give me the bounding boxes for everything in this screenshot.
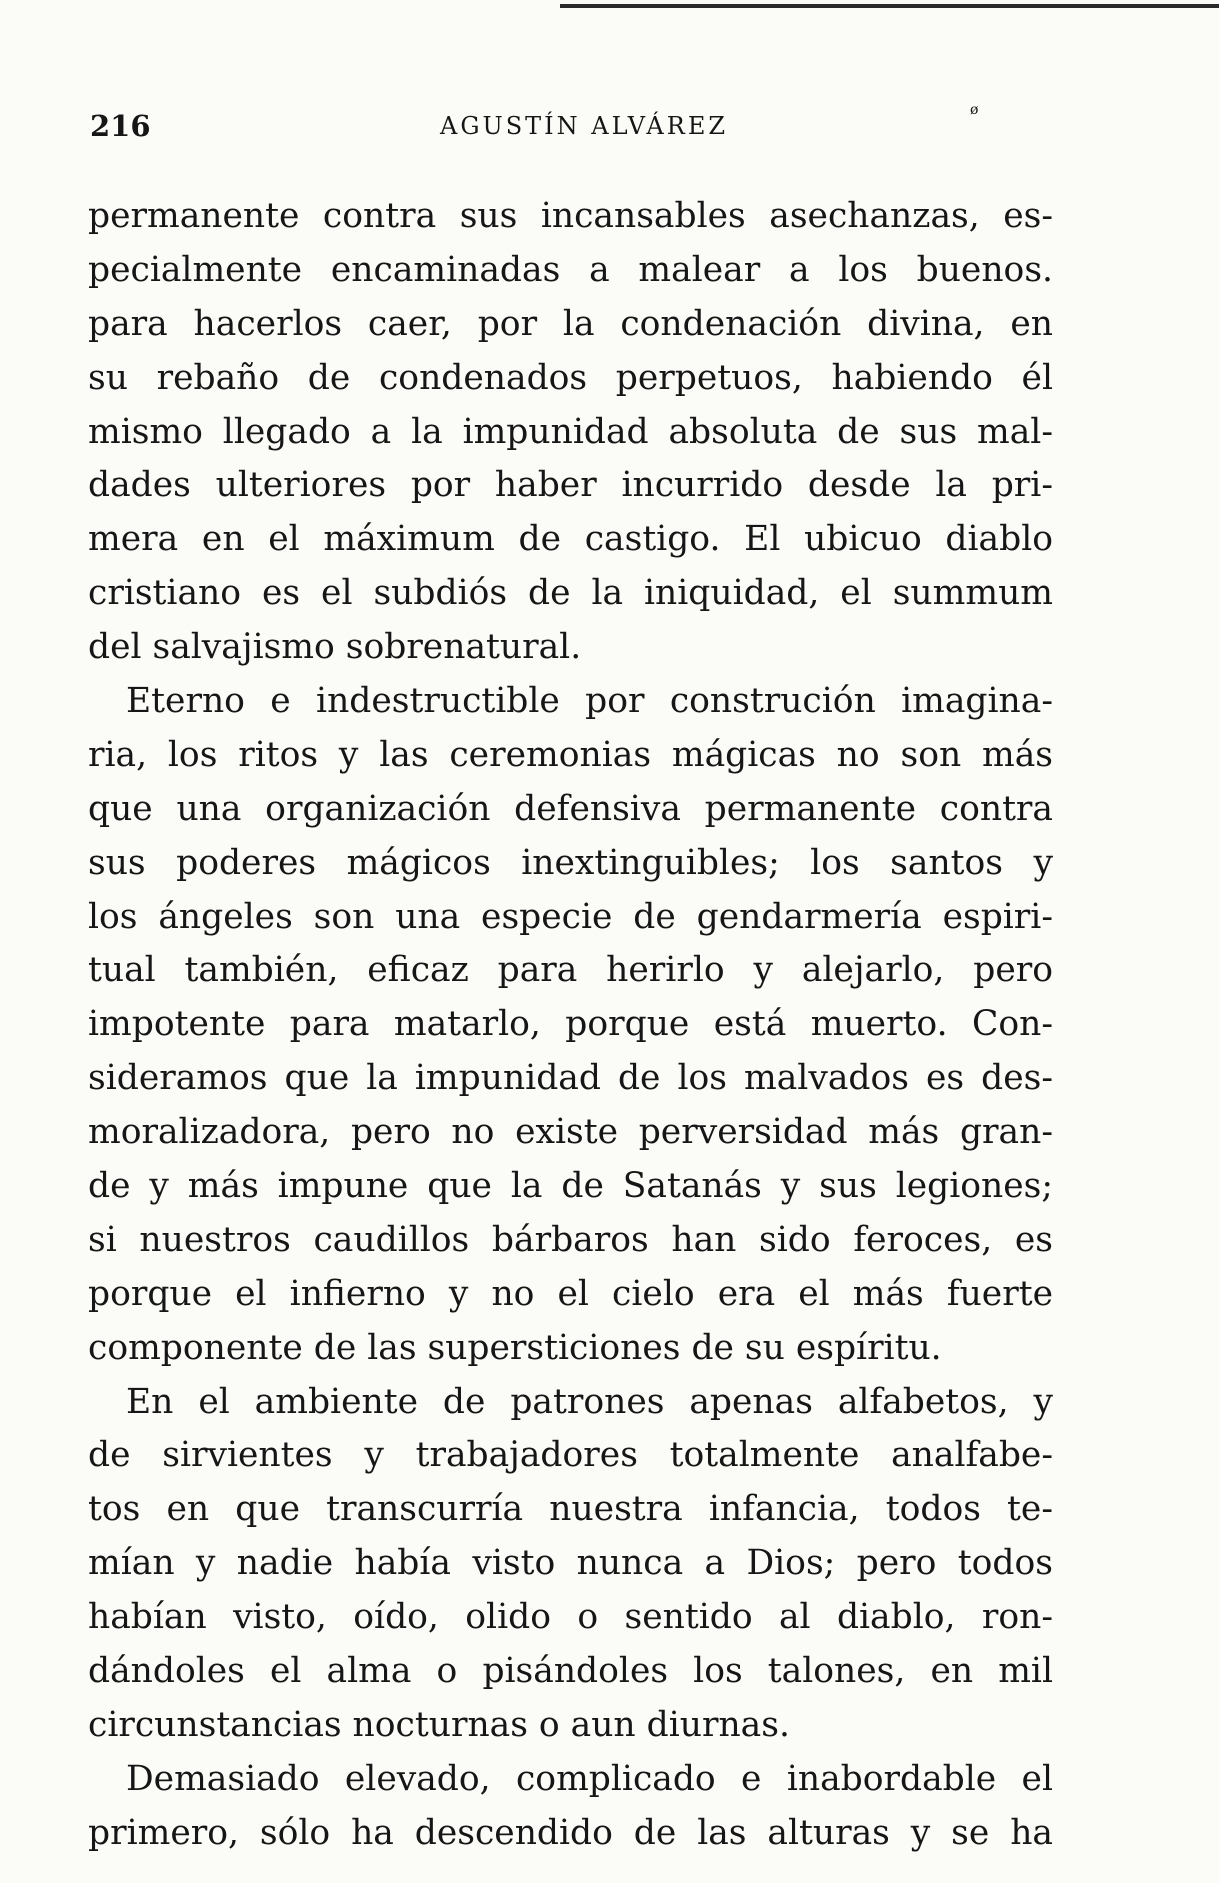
text-line: de y más impune que la de Satanás y sus legiones; (88, 1166, 1053, 1207)
body-text (88, 190, 1053, 1861)
text-line: porque el infierno y no el cielo era el más fuerte (88, 1273, 1053, 1314)
paragraph-start-line: Demasiado elevado, complicado e inabordable el (126, 1758, 1053, 1799)
text-line: componente de las supersticiones de su espíritu. (88, 1327, 942, 1368)
page-number: 216 (90, 109, 151, 143)
paragraph-start-line: Eterno e indestructible por construción imagina- (126, 681, 1053, 722)
text-line: para hacerlos caer, por la condenación divina, en (88, 303, 1053, 344)
text-line: tos en que transcurría nuestra infancia, todos te- (88, 1489, 1053, 1530)
text-line: dades ulteriores por haber incurrido desde la pri- (88, 465, 1053, 506)
text-line: si nuestros caudillos bárbaros han sido feroces, es (88, 1219, 1053, 1260)
text-line: sus poderes mágicos inextinguibles; los santos y (88, 842, 1053, 883)
text-line: de sirvientes y trabajadores totalmente analfabe- (88, 1435, 1053, 1476)
text-line: mismo llegado a la impunidad absoluta de sus mal- (88, 411, 1053, 452)
text-line: mera en el máximum de castigo. El ubicuo diablo (88, 519, 1053, 560)
top-edge-rule (560, 4, 1219, 8)
text-line: los ángeles son una especie de gendarmería espiri- (88, 896, 1053, 937)
text-line: dándoles el alma o pisándoles los talones, en mil (88, 1651, 1053, 1692)
text-line: sideramos que la impunidad de los malvados es des- (88, 1058, 1053, 1099)
text-line: moralizadora, pero no existe perversidad más gran- (88, 1112, 1053, 1153)
text-line: tual también, eficaz para herirlo y alejarlo, pero (88, 950, 1053, 991)
text-line: que una organización defensiva permanente contra (88, 788, 1053, 829)
text-line: ria, los ritos y las ceremonias mágicas no son más (88, 734, 1053, 775)
text-line: permanente contra sus incansables asechanzas, es- (88, 196, 1053, 236)
text-line: cristiano es el subdiós de la iniquidad, el summum (88, 573, 1053, 614)
text-line: del salvajismo sobrenatural. (88, 627, 582, 668)
page-header (90, 102, 1050, 144)
text-line: circunstancias nocturnas o aun diurnas. (88, 1704, 790, 1745)
text-line: primero, sólo ha descendido de las alturas y se ha (88, 1812, 1053, 1853)
text-line: pecialmente encaminadas a malear a los buenos. (88, 249, 1053, 290)
text-line: habían visto, oído, olido o sentido al diablo, ron- (88, 1597, 1053, 1638)
text-line: mían y nadie había visto nunca a Dios; pero todos (88, 1543, 1053, 1584)
paragraph-start-line: En el ambiente de patrones apenas alfabetos, y (126, 1381, 1053, 1422)
running-head: AGUSTÍN ALVÁREZ (440, 112, 729, 140)
text-line: impotente para matarlo, porque está muerto. Con- (88, 1004, 1053, 1045)
printer-mark: ø (970, 102, 979, 118)
text-line: su rebaño de condenados perpetuos, habiendo él (88, 357, 1053, 398)
